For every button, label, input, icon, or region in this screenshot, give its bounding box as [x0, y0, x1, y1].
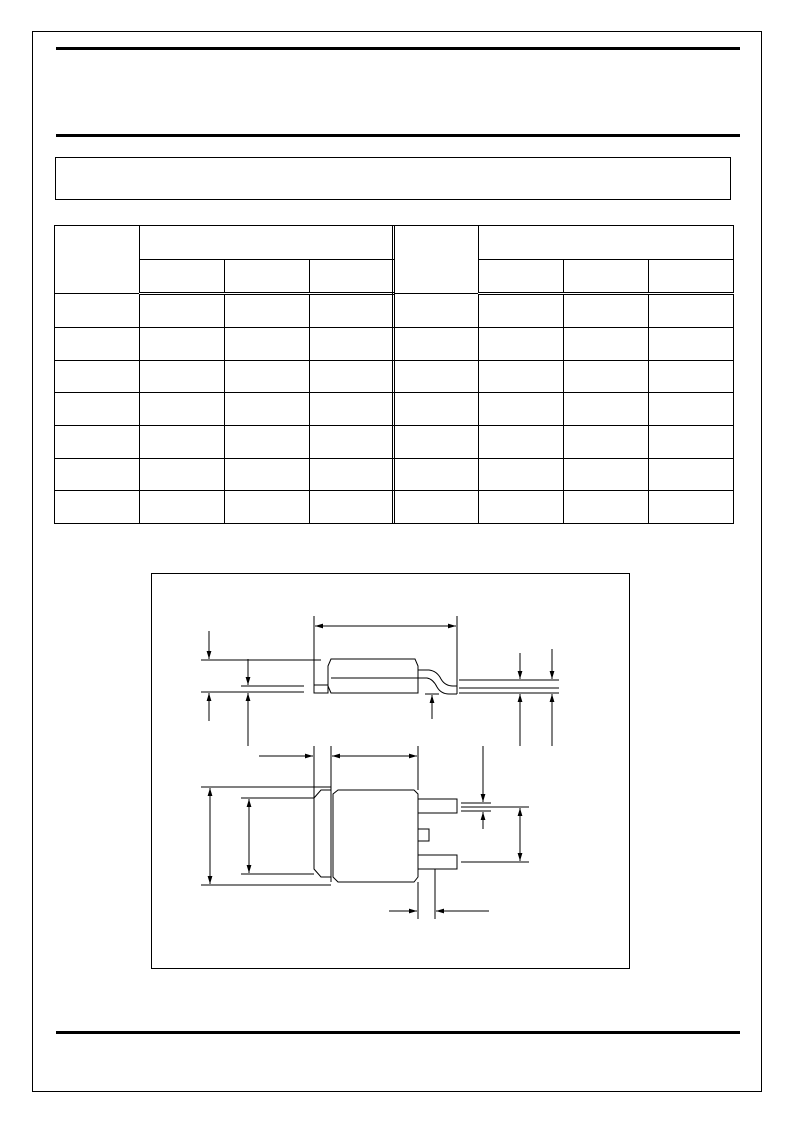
package-title-box	[55, 157, 731, 200]
table-row	[394, 294, 734, 328]
table-cell	[564, 458, 649, 491]
tab-top	[314, 790, 331, 877]
table-cell	[564, 426, 649, 459]
table-cell	[649, 294, 734, 328]
table-row	[394, 491, 734, 524]
table-cell	[225, 458, 310, 491]
table-cell	[140, 426, 225, 459]
table-cell	[55, 360, 140, 393]
table-row	[55, 294, 395, 328]
table-cell	[225, 328, 310, 361]
dimension-table-right	[392, 225, 734, 524]
table-cell	[394, 360, 479, 393]
table-cell	[55, 328, 140, 361]
table-cell	[479, 458, 564, 491]
table-cell	[649, 393, 734, 426]
dimension-table-left	[54, 225, 395, 524]
table-cell	[55, 294, 140, 328]
table-cell	[649, 328, 734, 361]
table-cell	[564, 360, 649, 393]
table-cell	[564, 491, 649, 524]
dim-column-header	[55, 226, 140, 294]
table-cell	[479, 294, 564, 328]
table-cell	[55, 458, 140, 491]
table-cell	[55, 393, 140, 426]
header-bottom-rule	[56, 134, 740, 137]
table-cell	[140, 328, 225, 361]
table-row	[55, 393, 395, 426]
header-subtitle	[56, 90, 740, 110]
table-cell	[310, 294, 395, 328]
table-row	[55, 328, 395, 361]
table-row	[55, 458, 395, 491]
table-row	[55, 360, 395, 393]
center-lead-stub	[418, 829, 429, 841]
table-cell	[225, 426, 310, 459]
sub-header	[140, 259, 225, 294]
table-cell	[649, 458, 734, 491]
dimension-table	[54, 225, 732, 524]
table-cell	[394, 458, 479, 491]
table-cell	[225, 360, 310, 393]
table-cell	[394, 294, 479, 328]
table-row	[394, 393, 734, 426]
table-cell	[649, 360, 734, 393]
side-view	[201, 616, 559, 746]
table-cell	[479, 491, 564, 524]
table-row	[394, 328, 734, 361]
table-cell	[225, 491, 310, 524]
table-cell	[225, 294, 310, 328]
table-cell	[479, 393, 564, 426]
table-cell	[479, 360, 564, 393]
table-cell	[649, 491, 734, 524]
table-cell	[394, 393, 479, 426]
table-cell	[55, 426, 140, 459]
table-cell	[140, 360, 225, 393]
table-cell	[564, 393, 649, 426]
table-cell	[55, 491, 140, 524]
table-cell	[140, 393, 225, 426]
table-cell	[140, 491, 225, 524]
sub-header	[310, 259, 395, 294]
table-cell	[310, 393, 395, 426]
table-cell	[479, 328, 564, 361]
sub-header	[479, 259, 564, 294]
table-cell	[140, 294, 225, 328]
table-cell	[140, 458, 225, 491]
table-row	[394, 458, 734, 491]
table-cell	[310, 491, 395, 524]
table-cell	[394, 328, 479, 361]
package-drawing-frame	[151, 573, 630, 969]
table-cell	[394, 491, 479, 524]
footer-rule	[56, 1031, 740, 1034]
table-row	[55, 491, 395, 524]
sub-header	[564, 259, 649, 294]
table-row	[394, 360, 734, 393]
table-cell	[225, 393, 310, 426]
table-cell	[479, 426, 564, 459]
tab-side	[314, 685, 328, 693]
table-cell	[310, 360, 395, 393]
table-cell	[310, 458, 395, 491]
table-cell	[310, 328, 395, 361]
table-cell	[649, 426, 734, 459]
table-row	[55, 426, 395, 459]
table-row	[394, 426, 734, 459]
sub-header	[649, 259, 734, 294]
top-view	[201, 746, 529, 919]
package-body-side	[328, 659, 418, 693]
dim-column-header	[394, 226, 479, 294]
sub-header	[225, 259, 310, 294]
package-outline-drawing	[152, 574, 629, 968]
table-cell	[310, 426, 395, 459]
group-column-header	[140, 226, 395, 260]
table-cell	[564, 294, 649, 328]
table-cell	[564, 328, 649, 361]
header-top-rule	[56, 47, 740, 50]
package-body-top	[333, 790, 418, 882]
header-title	[56, 60, 740, 80]
footer-text	[56, 1040, 740, 1080]
lead-top	[418, 799, 457, 813]
lead-top	[418, 855, 457, 869]
table-cell	[394, 426, 479, 459]
group-column-header	[479, 226, 734, 260]
